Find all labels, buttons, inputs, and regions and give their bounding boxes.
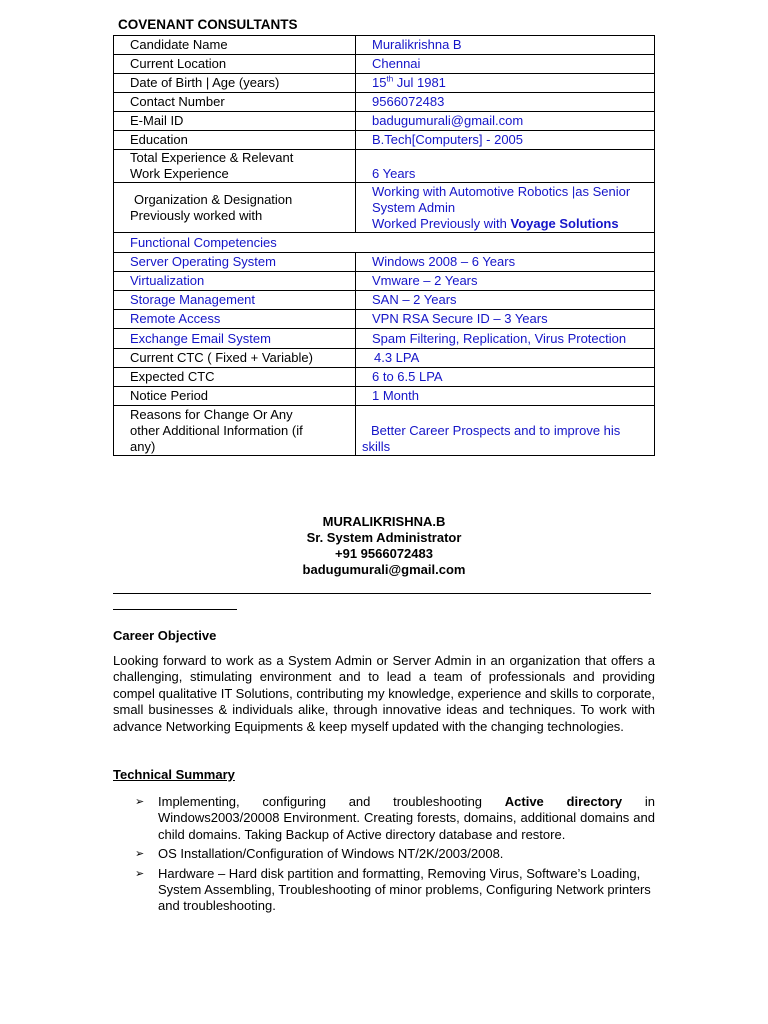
divider xyxy=(113,593,651,594)
row-value: VPN RSA Secure ID – 3 Years xyxy=(356,310,655,329)
table-row xyxy=(114,55,655,74)
list-item-text xyxy=(158,794,655,843)
arrow-bullet-icon: ➢ xyxy=(135,867,145,880)
row-label-line: Total Experience & Relevant xyxy=(130,150,294,165)
row-label-line: Work Experience xyxy=(130,166,229,181)
row-value-line: System Admin xyxy=(372,199,456,215)
row-label-line: Previously worked with xyxy=(130,207,263,223)
table-row xyxy=(114,349,655,368)
email-value: badugumurali@gmail.com xyxy=(356,112,655,131)
table-row xyxy=(114,93,655,112)
table-row xyxy=(114,112,655,131)
row-label: Date of Birth | Age (years) xyxy=(114,74,356,93)
row-value: Windows 2008 – 6 Years xyxy=(356,253,655,272)
row-label: Current CTC ( Fixed + Variable) xyxy=(114,349,356,368)
divider xyxy=(113,609,237,610)
row-value-line xyxy=(372,216,654,232)
table-row xyxy=(114,387,655,406)
list-item xyxy=(131,794,655,843)
row-value: B.Tech[Computers] - 2005 xyxy=(356,131,655,150)
row-value xyxy=(356,406,655,456)
row-label: Candidate Name xyxy=(114,36,356,55)
row-value xyxy=(356,183,655,233)
list-item-text: Hardware – Hard disk partition and formatting, Removing Virus, Software’s Loading, System Assembling, Troubleshooting of minor problems, Configuring Network printers and troubleshooting. xyxy=(158,865,651,914)
list-item xyxy=(131,866,655,915)
phone-number: +91 9566072483 xyxy=(335,546,433,561)
job-title: Sr. System Administrator xyxy=(306,530,462,545)
row-value-line: Better Career Prospects and to improve his xyxy=(371,423,621,438)
table-row xyxy=(114,253,655,272)
table-row xyxy=(114,74,655,93)
row-label xyxy=(114,150,356,183)
row-label: Expected CTC xyxy=(114,368,356,387)
row-label: Virtualization xyxy=(114,272,356,291)
functional-competencies-heading: Functional Competencies xyxy=(114,233,655,253)
table-row xyxy=(114,150,655,183)
list-item-prefix: Implementing, configuring and troubleshooting xyxy=(158,794,505,809)
row-value: 1 Month xyxy=(356,387,655,406)
dob-day: 15 xyxy=(372,75,387,90)
arrow-bullet-icon: ➢ xyxy=(135,848,145,861)
table-row xyxy=(114,310,655,329)
row-value: Chennai xyxy=(356,55,655,74)
company-name: COVENANT CONSULTANTS xyxy=(118,17,298,32)
row-value: Vmware – 2 Years xyxy=(356,272,655,291)
table-row xyxy=(114,36,655,55)
table-row xyxy=(114,368,655,387)
row-label xyxy=(114,183,356,233)
candidate-details-table xyxy=(113,35,655,456)
career-objective-text: Looking forward to work as a System Admin or Server Admin in an organization that offers a challenging, stimulating environment and to lead a team of professionals and providing compel qualitative IT Solutions, contributing my knowledge, experience and skills to corporate, small businesses & individuals alike, through innovative ideas and techniques. To work with advance Networking Equipments & keep myself updated with the changing technologies. xyxy=(113,653,655,734)
technical-summary-list xyxy=(131,794,655,918)
row-label: Storage Management xyxy=(114,291,356,310)
row-value xyxy=(356,349,655,368)
table-row xyxy=(114,131,655,150)
row-value-text: 4.3 LPA xyxy=(374,350,420,365)
table-row xyxy=(114,329,655,349)
list-item-bold: Active directory xyxy=(504,794,623,809)
arrow-bullet-icon: ➢ xyxy=(135,796,145,808)
table-row xyxy=(114,272,655,291)
table-row xyxy=(114,291,655,310)
row-value-line: skills xyxy=(362,439,391,454)
row-value: Muralikrishna B xyxy=(356,36,655,55)
row-label: Education xyxy=(114,131,356,150)
row-label: Contact Number xyxy=(114,93,356,112)
row-label: Remote Access xyxy=(114,310,356,329)
table-row xyxy=(114,183,655,233)
row-value: 6 Years xyxy=(356,150,655,183)
table-row xyxy=(114,233,655,253)
row-label-line: Reasons for Change Or Any xyxy=(130,406,293,422)
dob-suffix: th xyxy=(386,74,394,84)
row-label: Server Operating System xyxy=(114,253,356,272)
row-value xyxy=(356,74,655,93)
row-label-line: other Additional Information (if xyxy=(130,422,303,438)
profile-header xyxy=(0,514,768,578)
row-label-line: any) xyxy=(130,438,156,454)
row-label: E-Mail ID xyxy=(114,112,356,131)
email-address: badugumurali@gmail.com xyxy=(302,562,466,577)
row-label: Current Location xyxy=(114,55,356,74)
list-item-suffix: in Windows2003/20008 Environment. Creating forests, domains, additional domains and child domains. Taking Backup of Active directory database and restore. xyxy=(158,794,656,842)
row-value-line: Working with Automotive Robotics |as Senior xyxy=(372,183,631,199)
row-value: Spam Filtering, Replication, Virus Protection xyxy=(356,329,655,349)
previous-employer-name: Voyage Solutions xyxy=(510,215,619,231)
candidate-name: MURALIKRISHNA.B xyxy=(322,514,446,529)
row-label xyxy=(114,406,356,456)
table-row xyxy=(114,406,655,456)
previous-employer-prefix: Worked Previously with xyxy=(372,215,511,231)
row-value: 9566072483 xyxy=(356,93,655,112)
row-label: Exchange Email System xyxy=(114,329,356,349)
list-item xyxy=(131,846,655,862)
career-objective-heading: Career Objective xyxy=(113,628,217,643)
dob-rest: Jul 1981 xyxy=(393,75,446,90)
list-item-text: OS Installation/Configuration of Windows NT/2K/2003/2008. xyxy=(158,846,504,862)
technical-summary-heading: Technical Summary xyxy=(113,767,235,782)
row-value: 6 to 6.5 LPA xyxy=(356,368,655,387)
row-value: SAN – 2 Years xyxy=(356,291,655,310)
row-label: Notice Period xyxy=(114,387,356,406)
row-label-line: Organization & Designation xyxy=(134,191,293,207)
